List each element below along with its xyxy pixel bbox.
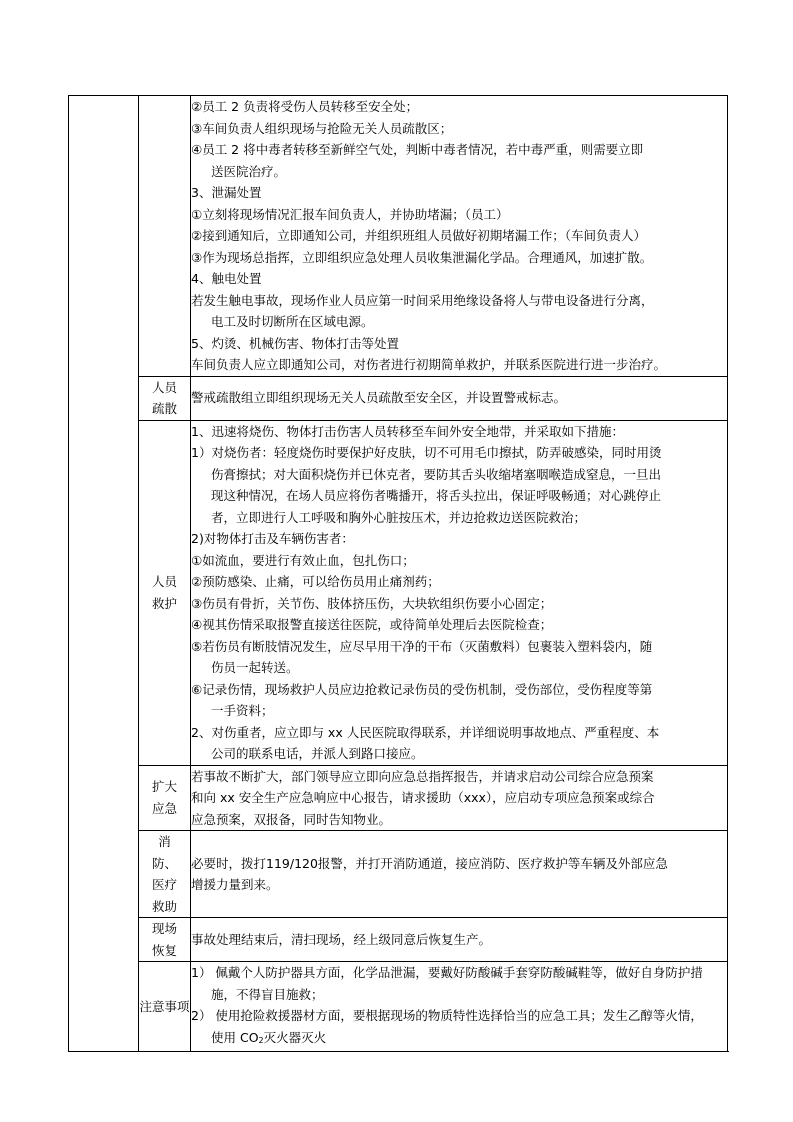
rescue-line: 1）对烧伤者：轻度烧伤时要保护好皮肤，切不可用毛巾擦拭，防弄破感染，同时用烫 xyxy=(191,445,662,460)
escalation-row xyxy=(69,765,728,831)
notes-content xyxy=(191,962,728,1052)
escalation-line: 应急预案，双报备，同时告知物业。 xyxy=(191,811,392,827)
recovery-content xyxy=(191,918,728,962)
response-line: 5、灼烫、机械伤害、物体打击等处置 xyxy=(191,335,399,351)
fire-medical-line: 必要时，拨打119/120报警，并打开消防通道，接应消防、医疗救护等车辆及外部应急 xyxy=(191,855,668,871)
rescue-line: ③伤员有骨折，关节伤、肢体挤压伤，大块软组织伤要小心固定； xyxy=(191,595,553,611)
rescue-content xyxy=(191,420,728,765)
fire-medical-content xyxy=(191,831,728,918)
escalation-line: 若事故不断扩大，部门领导应立即向应急总指挥报告，并请求启动公司综合应急预案 xyxy=(191,768,654,784)
fire-medical-row xyxy=(69,831,728,918)
response-label-cell xyxy=(139,96,191,377)
response-line: 电工及时切断所在区域电源。 xyxy=(211,314,374,329)
response-line: 4、触电处置 xyxy=(191,271,262,286)
emergency-procedure-table xyxy=(68,95,728,1052)
response-line: ④员工 2 将中毒者转移至新鲜空气处，判断中毒者情况，若中毒严重，则需要立即 xyxy=(191,142,644,157)
rescue-line: 2、对伤重者，应立即与 xx 人民医院取得联系，并详细说明事故地点、严重程度、本 xyxy=(191,724,660,740)
notes-last-line: 使用 CO2灭火器灭火 xyxy=(211,1029,327,1045)
rescue-line: 者，立即进行人工呼吸和胸外心脏按压术，并边抢救边送医院救治； xyxy=(211,509,587,525)
rescue-line: 公司的联系电话，并派人到路口接应。 xyxy=(211,746,424,761)
evacuation-text: 警戒疏散组立即组织现场无关人员疏散至安全区，并设置警戒标志。 xyxy=(191,390,567,406)
notes-line: 1） 佩戴个人防护器具方面，化学品泄漏，要戴好防酸碱手套穿防酸碱鞋等，做好自身防护措 xyxy=(191,965,703,980)
rescue-line: ⑤若伤员有断肢情况发生，应尽早用干净的干布（灭菌敷料）包裹装入塑料袋内，随 xyxy=(191,638,653,654)
response-line: ③车间负责人组织现场与抢险无关人员疏散区； xyxy=(191,120,453,136)
evacuation-content xyxy=(191,376,728,420)
rescue-line: 伤膏擦拭；对大面积烧伤并已休克者，要防其舌头收缩堵塞咽喉造成窒息，一旦出 xyxy=(211,466,662,482)
notes-row xyxy=(69,962,728,1052)
rescue-line: ⑥记录伤情，现场救护人员应边抢救记录伤员的受伤机制，受伤部位，受伤程度等第 xyxy=(191,681,653,697)
response-line: 3、泄漏处置 xyxy=(191,185,262,200)
escalation-label: 扩大 应急 xyxy=(139,765,191,831)
response-content xyxy=(191,96,728,377)
recovery-label: 现场 恢复 xyxy=(139,918,191,962)
evacuation-label: 人员 疏散 xyxy=(139,376,191,420)
fire-medical-label: 消 防、 医疗 救助 xyxy=(139,831,191,918)
category-cell-empty xyxy=(69,96,139,1052)
rescue-line: ①如流血，要进行有效止血，包扎伤口； xyxy=(191,552,415,568)
escalation-line: 和向 xx 安全生产应急响应中心报告，请求援助（xxx），应启动专项应急预案或综合 xyxy=(191,790,655,805)
response-line: ③作为现场总指挥，立即组织应急处理人员收集泄漏化学品。合理通风，加速扩散。 xyxy=(191,249,653,265)
response-line: ②接到通知后，立即通知公司，并组织班组人员做好初期堵漏工作；（车间负责人） xyxy=(191,228,646,243)
response-row xyxy=(69,96,728,377)
response-line: ②员工 2 负责将受伤人员转移至安全处； xyxy=(191,99,419,114)
notes-line: 2） 使用抢险救援器材方面，要根据现场的物质特性选择恰当的应急工具；发生乙醇等火情， xyxy=(191,1008,703,1023)
fire-medical-line: 增援力量到来。 xyxy=(191,877,279,892)
notes-label: 注意事项 xyxy=(139,962,191,1052)
response-line: 若发生触电事故，现场作业人员应第一时间采用绝缘设备将人与带电设备进行分离， xyxy=(191,292,654,308)
rescue-line: ②预防感染、止痛，可以给伤员用止痛剂药； xyxy=(191,574,440,589)
recovery-row xyxy=(69,918,728,962)
response-line: ①立刻将现场情况汇报车间负责人，并协助堵漏；（员工） xyxy=(191,206,509,222)
rescue-line: 现这种情况，在场人员应将伤者嘴播开，将舌头拉出，保证呼吸畅通；对心跳停止 xyxy=(211,488,662,503)
notes-line: 施，不得盲目施救； xyxy=(211,986,324,1002)
rescue-line: ④视其伤情采取报警直接送往医院，或待简单处理后去医院检查； xyxy=(191,617,553,632)
rescue-line: 一手资料； xyxy=(211,703,274,718)
rescue-row xyxy=(69,420,728,765)
escalation-content xyxy=(191,765,728,831)
evacuation-row xyxy=(69,376,728,420)
rescue-line: 伤员一起转送。 xyxy=(211,660,299,675)
rescue-label: 人员 救护 xyxy=(139,420,191,765)
response-line: 送医院治疗。 xyxy=(211,163,287,179)
recovery-text: 事故处理结束后，清扫现场，经上级同意后恢复生产。 xyxy=(191,931,492,947)
rescue-line: 2)对物体打击及车辆伤害者： xyxy=(191,531,354,546)
response-line: 车间负责人应立即通知公司，对伤者进行初期简单救护，并联系医院进行进一步治疗。 xyxy=(191,357,667,372)
rescue-line: 1、迅速将烧伤、物体打击伤害人员转移至车间外安全地带，并采取如下措施： xyxy=(191,423,624,439)
